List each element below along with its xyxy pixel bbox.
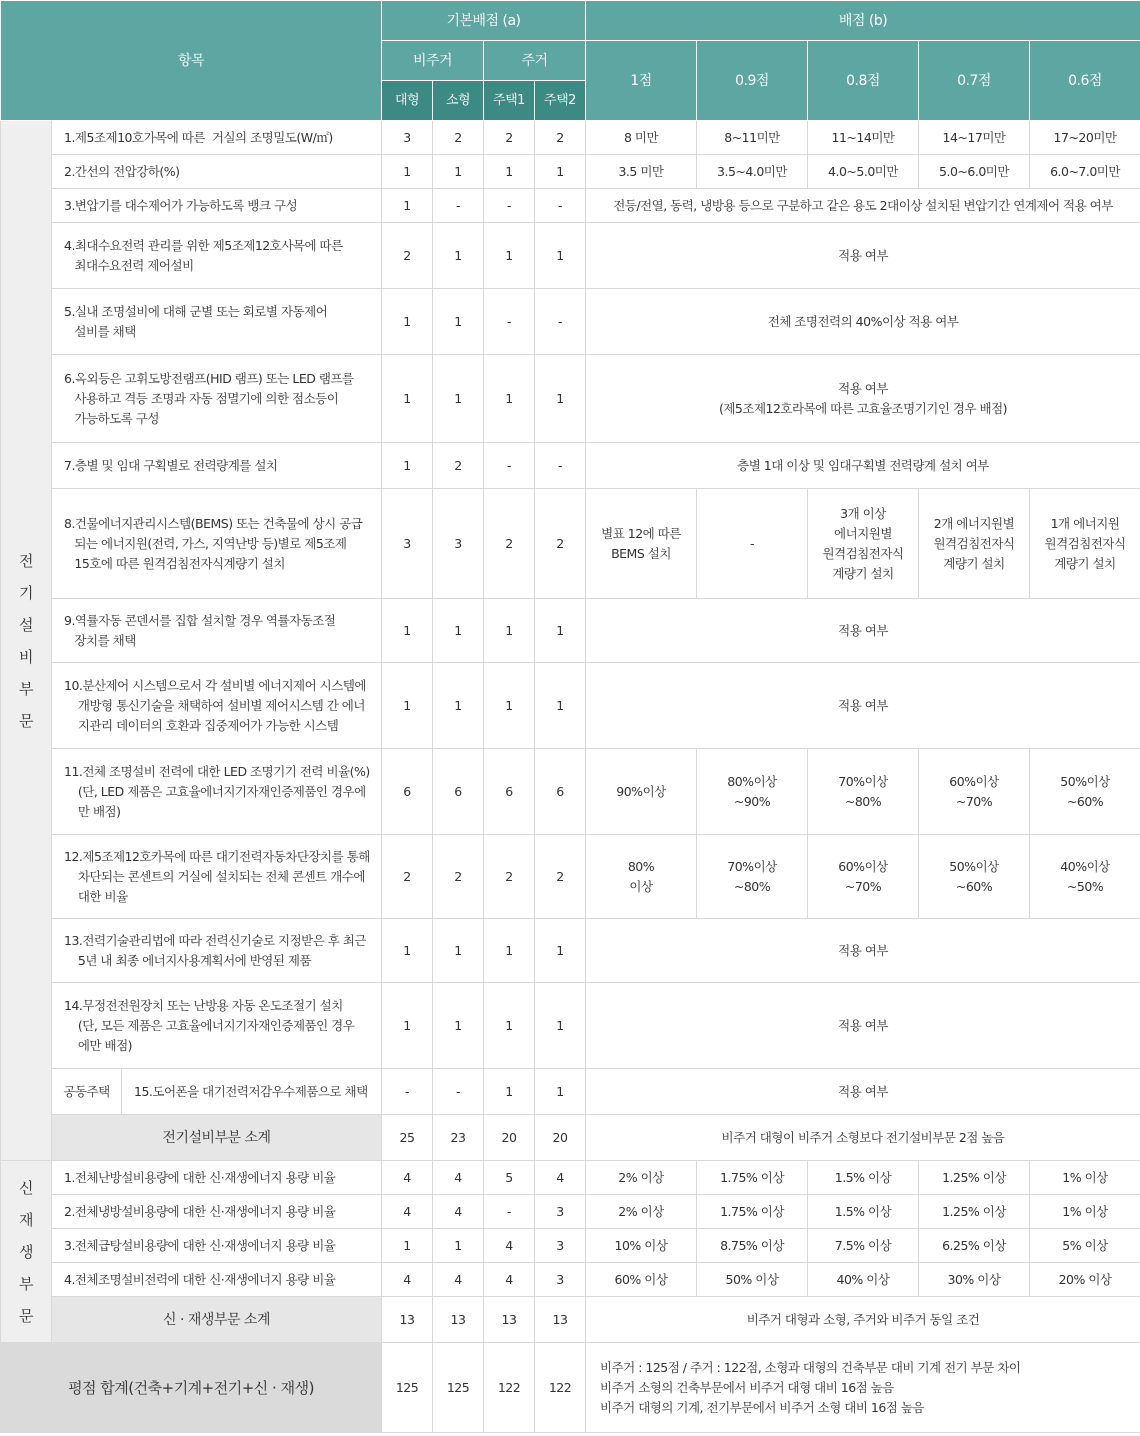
score-cell [808, 749, 919, 835]
item-line: 되는 에너지원(전력, 가스, 지역난방 등)별로 제5조제 [64, 535, 347, 551]
base-score-cell: 1 [484, 355, 535, 443]
header-housing2: 주택2 [535, 81, 586, 121]
subtotal-label: 신 · 재생부문 소계 [52, 1297, 382, 1343]
vertical-label-char: 비 [19, 647, 33, 666]
base-score-cell: 1 [484, 663, 535, 749]
item-line: 최대수요전력 제어설비 [64, 257, 194, 273]
item-line: 5.실내 조명설비에 대해 군별 또는 회로별 자동제어 [64, 303, 328, 319]
base-score-cell: - [433, 1069, 484, 1115]
header-housing1: 주택1 [484, 81, 535, 121]
total-label: 평점 합계(건축+기계+전기+신 · 재생) [1, 1343, 382, 1433]
item-label [52, 489, 382, 599]
base-score-cell: 1 [382, 919, 433, 983]
table-row [1, 289, 1140, 355]
subtotal-value: 13 [382, 1297, 433, 1343]
total-row [1, 1343, 1140, 1433]
table-row [1, 155, 1140, 189]
table-row [1, 1195, 1140, 1229]
item-line: 10.분산제어 시스템으로서 각 설비별 에너지제어 시스템에 [64, 677, 366, 693]
score-cell: 5% 이상 [1030, 1229, 1140, 1263]
item-label: 1.전체난방설비용량에 대한 신·재생에너지 용량 비율 [52, 1161, 382, 1195]
table-row [1, 919, 1140, 983]
base-score-cell: 4 [535, 1161, 586, 1195]
base-score-cell: 2 [484, 121, 535, 155]
base-score-cell: 4 [433, 1161, 484, 1195]
item-line: 15호에 따른 원격검침전자식계량기 설치 [64, 555, 285, 571]
header-point-08: 0.8점 [808, 41, 919, 121]
criteria-line: 전체 조명전력의 40%이상 적용 여부 [767, 313, 959, 329]
base-score-cell: 4 [484, 1229, 535, 1263]
text-line: 50%이상 [1060, 773, 1110, 789]
item-line: 설비를 채택 [64, 323, 136, 339]
table-row [1, 1161, 1140, 1195]
base-score-cell: 4 [382, 1161, 433, 1195]
item-line: 대한 비율 [64, 888, 128, 904]
note-line: 비주거 : 125점 / 주거 : 122점, 소형과 대형의 건축부문 대비 기계 전기 부문 차이 [600, 1359, 1021, 1375]
score-cell: 1% 이상 [1030, 1161, 1140, 1195]
item-line: 12.제5조제12호카목에 따른 대기전력자동차단장치를 통해 [64, 848, 370, 864]
note-line: 비주거 소형의 건축부문에서 비주거 대형 대비 16점 높음 [600, 1379, 894, 1395]
score-cell [919, 835, 1030, 919]
base-score-cell: 1 [433, 289, 484, 355]
item-label [52, 919, 382, 983]
apartment-label: 공동주택 [52, 1069, 122, 1115]
item-label [52, 663, 382, 749]
text-line: 1개 에너지원 [1050, 515, 1120, 531]
base-score-cell: 1 [382, 289, 433, 355]
table-body [1, 121, 1140, 1433]
text-line: ~60% [955, 878, 993, 894]
subtotal-value: 13 [484, 1297, 535, 1343]
score-cell: 1.5% 이상 [808, 1161, 919, 1195]
score-cell: 1% 이상 [1030, 1195, 1140, 1229]
subtotal-row [1, 1115, 1140, 1161]
base-score-cell: 2 [484, 835, 535, 919]
header-residential: 주거 [484, 41, 586, 81]
score-cell: - [697, 489, 808, 599]
base-score-cell: 1 [535, 155, 586, 189]
item-label: 15.도어폰을 대기전력저감우수제품으로 채택 [122, 1069, 382, 1115]
text-line: ~70% [955, 793, 993, 809]
text-line: ~90% [733, 793, 771, 809]
merged-criteria-cell [586, 983, 1140, 1069]
item-line: (단, LED 제품은 고효율에너지기자재인증제품인 경우에 [64, 783, 366, 799]
score-cell: 17~20미만 [1030, 121, 1140, 155]
merged-criteria-cell [586, 355, 1140, 443]
score-cell: 2% 이상 [586, 1195, 697, 1229]
base-score-cell: 1 [535, 663, 586, 749]
table-row [1, 1229, 1140, 1263]
criteria-line: 적용 여부 [838, 380, 888, 396]
base-score-cell: 1 [535, 223, 586, 289]
table-row [1, 599, 1140, 663]
base-score-cell: - [433, 189, 484, 223]
item-label: 3.전체급탕설비용량에 대한 신·재생에너지 용량 비율 [52, 1229, 382, 1263]
item-label: 4.전체조명설비전력에 대한 신·재생에너지 용량 비율 [52, 1263, 382, 1297]
base-score-cell: 1 [484, 599, 535, 663]
subtotal-value: 13 [535, 1297, 586, 1343]
item-line: 4.최대수요전력 관리를 위한 제5조제12호사목에 따른 [64, 237, 343, 253]
subtotal-value: 25 [382, 1115, 433, 1161]
item-label [52, 835, 382, 919]
base-score-cell: 3 [382, 121, 433, 155]
item-label [52, 983, 382, 1069]
base-score-cell: 2 [433, 121, 484, 155]
subtotal-value: 13 [433, 1297, 484, 1343]
item-line: 6.옥외등은 고휘도방전램프(HID 램프) 또는 LED 램프를 [64, 370, 354, 386]
base-score-cell: 1 [382, 355, 433, 443]
score-cell: 10% 이상 [586, 1229, 697, 1263]
score-cell: 1.25% 이상 [919, 1161, 1030, 1195]
score-cell: 8 미만 [586, 121, 697, 155]
text-line: ~60% [1066, 793, 1104, 809]
merged-criteria-cell [586, 599, 1140, 663]
table-row [1, 749, 1140, 835]
item-line: 5년 내 최종 에너지사용계획서에 반영된 제품 [64, 952, 312, 968]
vertical-label-char: 부 [19, 679, 33, 698]
score-cell: 11~14미만 [808, 121, 919, 155]
base-score-cell: - [484, 189, 535, 223]
vertical-label-char: 설 [19, 615, 33, 634]
item-line: 가능하도록 구성 [64, 410, 159, 426]
base-score-cell: 1 [433, 983, 484, 1069]
text-line: 70%이상 [727, 858, 777, 874]
score-cell: 1.5% 이상 [808, 1195, 919, 1229]
score-cell: 8.75% 이상 [697, 1229, 808, 1263]
header-base-score: 기본배점 (a) [382, 1, 586, 41]
item-label [52, 599, 382, 663]
text-line: 3개 이상 [840, 505, 886, 521]
base-score-cell: 2 [382, 835, 433, 919]
base-score-cell: 4 [433, 1263, 484, 1297]
base-score-cell: 1 [433, 599, 484, 663]
text-line: BEMS 설치 [611, 545, 671, 561]
section-label-renewable [1, 1161, 52, 1343]
text-line: 80%이상 [727, 773, 777, 789]
base-score-cell: 3 [535, 1229, 586, 1263]
text-line: 계량기 설치 [832, 565, 894, 581]
score-cell: 8~11미만 [697, 121, 808, 155]
header-point-1: 1점 [586, 41, 697, 121]
score-cell: 7.5% 이상 [808, 1229, 919, 1263]
base-score-cell: 3 [535, 1195, 586, 1229]
base-score-cell: 1 [382, 599, 433, 663]
score-cell: 5.0~6.0미만 [919, 155, 1030, 189]
header-point-07: 0.7점 [919, 41, 1030, 121]
criteria-line: (제5조제12호라목에 따른 고효율조명기기인 경우 배점) [718, 400, 1008, 416]
criteria-line: 전등/전열, 동력, 냉방용 등으로 구분하고 같은 용도 2대이상 설치된 변압기간 연계제어 적용 여부 [613, 197, 1113, 213]
vertical-label-char: 전 [19, 551, 33, 570]
table-row [1, 663, 1140, 749]
subtotal-note: 비주거 대형과 소형, 주거와 비주거 동일 조건 [586, 1297, 1140, 1343]
base-score-cell: 1 [382, 663, 433, 749]
score-cell [697, 749, 808, 835]
base-score-cell: 1 [433, 919, 484, 983]
base-score-cell: - [382, 1069, 433, 1115]
base-score-cell: - [535, 443, 586, 489]
base-score-cell: 6 [382, 749, 433, 835]
item-label: 2.전체냉방설비용량에 대한 신·재생에너지 용량 비율 [52, 1195, 382, 1229]
text-line: 별표 12에 따른 [601, 525, 681, 541]
base-score-cell: 1 [433, 1229, 484, 1263]
table-row [1, 1069, 1140, 1115]
criteria-line: 적용 여부 [838, 622, 888, 638]
text-line: 계량기 설치 [943, 555, 1005, 571]
vertical-label-char: 문 [19, 711, 33, 730]
total-value: 125 [382, 1343, 433, 1433]
base-score-cell: 1 [484, 919, 535, 983]
item-line: 개방형 통신기술을 채택하여 설비별 제어시스템 간 에너 [64, 697, 365, 713]
text-line: ~80% [733, 878, 771, 894]
item-line: 13.전력기술관리법에 따라 전력신기술로 지정받은 후 최근 [64, 932, 366, 948]
item-label: 2.간선의 전압강하(%) [52, 155, 382, 189]
text-line: ~50% [1066, 878, 1104, 894]
score-cell: 30% 이상 [919, 1263, 1030, 1297]
item-line: (단, 모든 제품은 고효율에너지기자재인증제품인 경우 [64, 1017, 355, 1033]
score-cell [919, 749, 1030, 835]
base-score-cell: 1 [535, 1069, 586, 1115]
item-label: 7.층별 및 임대 구획별로 전력량계를 설치 [52, 443, 382, 489]
text-line: 원격검침전자식 [1044, 535, 1126, 551]
base-score-cell: 2 [433, 443, 484, 489]
header-point-06: 0.6점 [1030, 41, 1140, 121]
criteria-line: 적용 여부 [838, 697, 888, 713]
base-score-cell: 1 [382, 983, 433, 1069]
subtotal-value: 23 [433, 1115, 484, 1161]
score-cell: 3.5 미만 [586, 155, 697, 189]
merged-criteria-cell: 적용 여부 [586, 1069, 1140, 1115]
base-score-cell: 1 [382, 443, 433, 489]
base-score-cell: 1 [535, 919, 586, 983]
item-line: 8.건물에너지관리시스템(BEMS) 또는 건축물에 상시 공급 [64, 515, 363, 531]
base-score-cell: - [484, 443, 535, 489]
base-score-cell: - [535, 189, 586, 223]
subtotal-value: 20 [484, 1115, 535, 1161]
score-cell: 2% 이상 [586, 1161, 697, 1195]
item-label [52, 749, 382, 835]
vertical-label-char: 기 [19, 583, 33, 602]
base-score-cell: 4 [382, 1195, 433, 1229]
merged-criteria-cell [586, 443, 1140, 489]
score-cell: 40% 이상 [808, 1263, 919, 1297]
item-line: 14.무정전전원장치 또는 난방용 자동 온도조절기 설치 [64, 997, 343, 1013]
criteria-line: 적용 여부 [838, 247, 888, 263]
total-value: 122 [484, 1343, 535, 1433]
item-line: 9.역률자동 콘덴서를 집합 설치할 경우 역률자동조절 [64, 612, 336, 628]
header-large: 대형 [382, 81, 433, 121]
base-score-cell: 3 [382, 489, 433, 599]
header-item: 항목 [1, 1, 382, 121]
score-cell [1030, 749, 1140, 835]
item-label [52, 355, 382, 443]
score-cell [1030, 489, 1140, 599]
score-cell: 6.0~7.0미만 [1030, 155, 1140, 189]
table-row [1, 223, 1140, 289]
vertical-label-char: 생 [19, 1242, 33, 1261]
score-cell [586, 835, 697, 919]
score-cell: 3.5~4.0미만 [697, 155, 808, 189]
base-score-cell: 1 [382, 1229, 433, 1263]
item-line: 사용하고 격등 조명과 자동 점멸기에 의한 점소등이 [64, 390, 339, 406]
item-line: 에만 배점) [64, 1037, 133, 1053]
subtotal-note: 비주거 대형이 비주거 소형보다 전기설비부문 2점 높음 [586, 1115, 1140, 1161]
table-row [1, 355, 1140, 443]
item-line: 지관리 데이터의 호환과 집중제어가 가능한 시스템 [64, 717, 339, 733]
base-score-cell: 1 [535, 355, 586, 443]
text-line: ~80% [844, 793, 882, 809]
merged-criteria-cell [586, 663, 1140, 749]
item-line: 11.전체 조명설비 전력에 대한 LED 조명기기 전력 비율(%) [64, 763, 370, 779]
base-score-cell: 1 [433, 355, 484, 443]
header-point-09: 0.9점 [697, 41, 808, 121]
vertical-label-char: 재 [19, 1210, 33, 1229]
score-cell: 20% 이상 [1030, 1263, 1140, 1297]
score-cell: 1.75% 이상 [697, 1161, 808, 1195]
item-line: 장치를 채택 [64, 632, 136, 648]
merged-criteria-cell [586, 189, 1140, 223]
table-row [1, 1263, 1140, 1297]
item-label [52, 289, 382, 355]
score-cell: 60% 이상 [586, 1263, 697, 1297]
base-score-cell: 1 [484, 223, 535, 289]
section-label-electrical [1, 121, 52, 1161]
base-score-cell: 2 [535, 835, 586, 919]
vertical-label-char: 부 [19, 1274, 33, 1293]
base-score-cell: 2 [535, 489, 586, 599]
total-note [586, 1343, 1140, 1433]
vertical-label-char: 문 [19, 1306, 33, 1325]
text-line: 50%이상 [949, 858, 999, 874]
criteria-line: 적용 여부 [838, 1017, 888, 1033]
base-score-cell: 2 [433, 835, 484, 919]
base-score-cell: 2 [382, 223, 433, 289]
text-line: 원격검침전자식 [933, 535, 1015, 551]
table-row [1, 443, 1140, 489]
score-cell [586, 489, 697, 599]
header-non-residential: 비주거 [382, 41, 484, 81]
base-score-cell: 4 [484, 1263, 535, 1297]
base-score-cell: 1 [535, 599, 586, 663]
base-score-cell: 1 [535, 983, 586, 1069]
score-cell: 90%이상 [586, 749, 697, 835]
text-line: 계량기 설치 [1054, 555, 1116, 571]
base-score-cell: 1 [484, 983, 535, 1069]
text-line: 원격검침전자식 [822, 545, 904, 561]
base-score-cell: 4 [433, 1195, 484, 1229]
text-line: 40%이상 [1060, 858, 1110, 874]
item-label: 3.변압기를 대수제어가 가능하도록 뱅크 구성 [52, 189, 382, 223]
base-score-cell: - [484, 289, 535, 355]
text-line: 60%이상 [949, 773, 999, 789]
base-score-cell: 3 [535, 1263, 586, 1297]
table-row [1, 189, 1140, 223]
table-row [1, 121, 1140, 155]
table-row [1, 489, 1140, 599]
text-line: ~70% [844, 878, 882, 894]
score-cell [808, 835, 919, 919]
score-cell [1030, 835, 1140, 919]
table-row [1, 835, 1140, 919]
score-cell: 4.0~5.0미만 [808, 155, 919, 189]
base-score-cell: 1 [382, 189, 433, 223]
vertical-label-char: 신 [19, 1178, 33, 1197]
note-line: 비주거 대형의 기계, 전기부문에서 비주거 소형 대비 16점 높음 [600, 1399, 924, 1415]
header-score: 배점 (b) [586, 1, 1140, 41]
item-line: 만 배점) [64, 803, 121, 819]
base-score-cell: 1 [433, 155, 484, 189]
score-cell [808, 489, 919, 599]
base-score-cell: 5 [484, 1161, 535, 1195]
score-cell [697, 835, 808, 919]
subtotal-label: 전기설비부분 소계 [52, 1115, 382, 1161]
base-score-cell: 6 [484, 749, 535, 835]
merged-criteria-cell [586, 289, 1140, 355]
header-small: 소형 [433, 81, 484, 121]
base-score-cell: - [535, 289, 586, 355]
text-line: 70%이상 [838, 773, 888, 789]
base-score-cell: 1 [484, 155, 535, 189]
table-row [1, 983, 1140, 1069]
score-cell [919, 489, 1030, 599]
base-score-cell: - [484, 1195, 535, 1229]
item-label [52, 223, 382, 289]
base-score-cell: 1 [433, 223, 484, 289]
base-score-cell: 1 [382, 155, 433, 189]
score-cell: 1.75% 이상 [697, 1195, 808, 1229]
total-value: 122 [535, 1343, 586, 1433]
base-score-cell: 2 [484, 489, 535, 599]
score-cell: 6.25% 이상 [919, 1229, 1030, 1263]
score-cell: 50% 이상 [697, 1263, 808, 1297]
text-line: 2개 에너지원별 [933, 515, 1015, 531]
text-line: 이상 [629, 878, 653, 894]
criteria-line: 적용 여부 [838, 942, 888, 958]
base-score-cell: 4 [382, 1263, 433, 1297]
text-line: 80% [627, 858, 655, 874]
base-score-cell: 1 [433, 663, 484, 749]
text-line: 60%이상 [838, 858, 888, 874]
item-label: 1.제5조제10호가목에 따른 거실의 조명밀도(W/㎡) [52, 121, 382, 155]
base-score-cell: 3 [433, 489, 484, 599]
base-score-cell: 6 [535, 749, 586, 835]
score-cell: 14~17미만 [919, 121, 1030, 155]
base-score-cell: 6 [433, 749, 484, 835]
text-line: 에너지원별 [834, 525, 892, 541]
score-cell: 1.25% 이상 [919, 1195, 1030, 1229]
merged-criteria-cell [586, 919, 1140, 983]
base-score-cell: 1 [484, 1069, 535, 1115]
base-score-cell: 2 [535, 121, 586, 155]
total-value: 125 [433, 1343, 484, 1433]
item-line: 차단되는 콘센트의 거실에 설치되는 전체 콘센트 개수에 [64, 868, 365, 884]
merged-criteria-cell [586, 223, 1140, 289]
subtotal-value: 20 [535, 1115, 586, 1161]
subtotal-row [1, 1297, 1140, 1343]
criteria-line: 층별 1대 이상 및 임대구획별 전력량계 설치 여부 [737, 457, 989, 473]
